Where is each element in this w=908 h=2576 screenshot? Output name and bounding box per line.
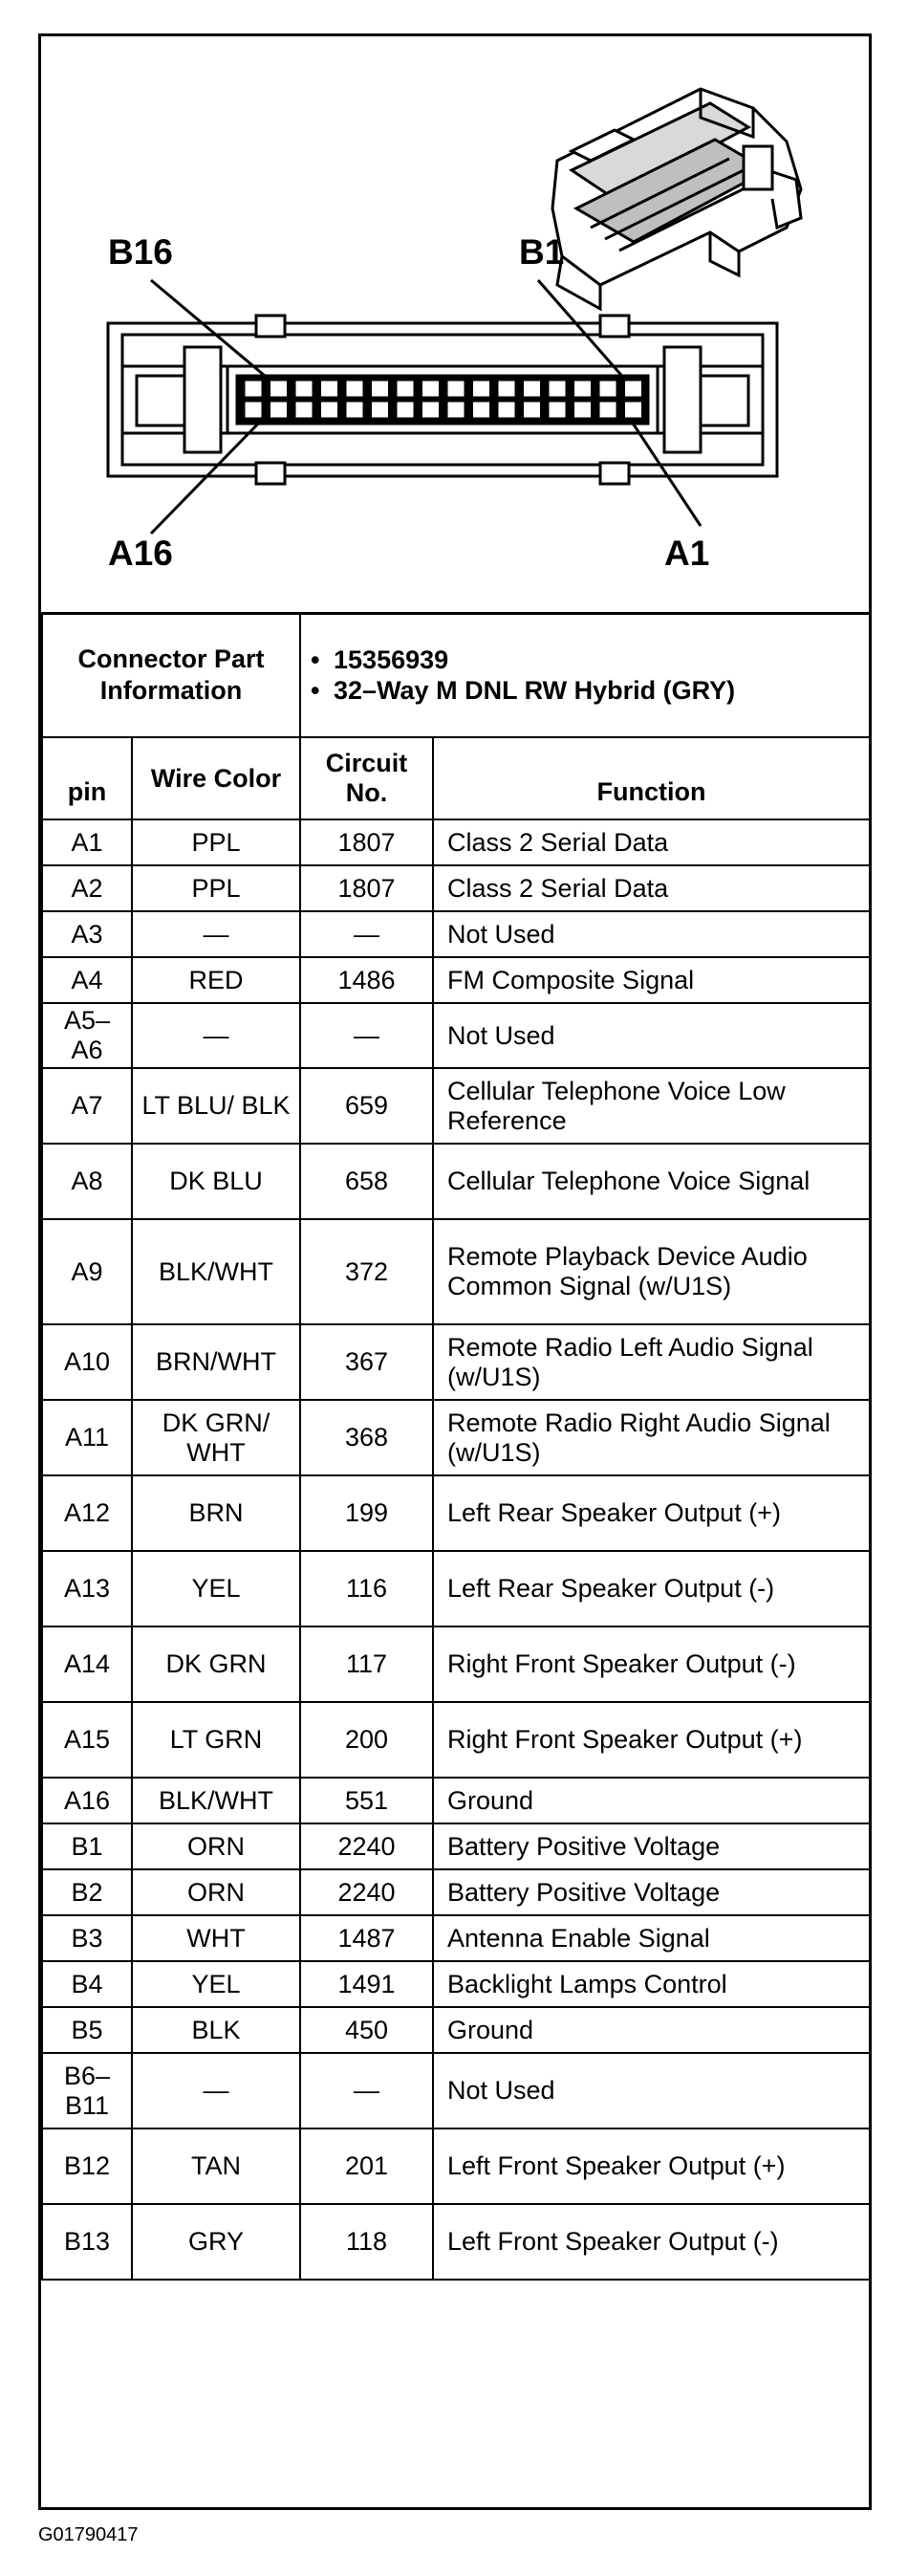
circuit-cell: 2240 bbox=[300, 1823, 433, 1869]
table-row bbox=[42, 911, 870, 957]
pin-cell: A11 bbox=[42, 1400, 132, 1475]
function-cell: Remote Radio Left Audio Signal (w/U1S) bbox=[433, 1324, 870, 1400]
function-cell: Ground bbox=[433, 1778, 870, 1823]
circuit-cell: 1807 bbox=[300, 819, 433, 865]
figure-id: G01790417 bbox=[38, 2524, 139, 2545]
wire-color-cell: GRY bbox=[132, 2204, 300, 2280]
pin-cell: B2 bbox=[42, 1869, 132, 1915]
function-cell: Battery Positive Voltage bbox=[433, 1823, 870, 1869]
terminal-cavity bbox=[397, 402, 414, 418]
pin-cell: A15 bbox=[42, 1702, 132, 1778]
function-cell: Not Used bbox=[433, 2053, 870, 2128]
function-cell: Remote Playback Device Audio Common Signal (w/U1S) bbox=[433, 1219, 870, 1324]
pin-cell: B1 bbox=[42, 1823, 132, 1869]
pin-cell: A13 bbox=[42, 1551, 132, 1626]
wire-color-cell: TAN bbox=[132, 2128, 300, 2204]
part-info-list bbox=[307, 644, 863, 706]
function-cell: Not Used bbox=[433, 911, 870, 957]
part-info-row bbox=[42, 613, 870, 737]
header-circuit-no: Circuit No. bbox=[300, 737, 433, 819]
circuit-cell: 2240 bbox=[300, 1869, 433, 1915]
wire-color-cell: BRN/WHT bbox=[132, 1324, 300, 1400]
wire-color-cell: BRN bbox=[132, 1475, 300, 1551]
pin-cell: A2 bbox=[42, 865, 132, 911]
terminal-cavity bbox=[270, 402, 288, 418]
terminal-cavity bbox=[549, 402, 566, 418]
function-cell: Cellular Telephone Voice Low Reference bbox=[433, 1068, 870, 1144]
header-pin: pin bbox=[42, 737, 132, 819]
terminal-cavity bbox=[321, 402, 338, 418]
wire-color-cell: WHT bbox=[132, 1915, 300, 1961]
pin-label-a16: A16 bbox=[108, 534, 173, 573]
pin-cell: A14 bbox=[42, 1626, 132, 1702]
wire-color-cell: RED bbox=[132, 957, 300, 1003]
terminal-cavity bbox=[549, 381, 566, 397]
terminal-cavity bbox=[295, 402, 313, 418]
function-cell: Ground bbox=[433, 2007, 870, 2053]
terminal-cavity bbox=[574, 402, 592, 418]
table-row bbox=[42, 1003, 870, 1068]
pin-cell: B3 bbox=[42, 1915, 132, 1961]
part-info-list-cell bbox=[300, 613, 870, 737]
circuit-cell: 118 bbox=[300, 2204, 433, 2280]
pin-label-b16: B16 bbox=[108, 232, 173, 272]
terminal-cavity bbox=[422, 402, 440, 418]
header-function: Function bbox=[433, 737, 870, 819]
table-row bbox=[42, 2128, 870, 2204]
circuit-cell: 117 bbox=[300, 1626, 433, 1702]
wire-color-cell: DK GRN bbox=[132, 1626, 300, 1702]
wire-color-cell: YEL bbox=[132, 1551, 300, 1626]
function-cell: Antenna Enable Signal bbox=[433, 1915, 870, 1961]
circuit-cell: — bbox=[300, 911, 433, 957]
connector-drawing bbox=[41, 36, 869, 612]
pin-cell: A16 bbox=[42, 1778, 132, 1823]
terminal-cavity bbox=[599, 381, 616, 397]
pin-cell: A12 bbox=[42, 1475, 132, 1551]
terminal-cavity bbox=[372, 402, 389, 418]
terminal-cavity bbox=[524, 402, 541, 418]
pin-cell: A4 bbox=[42, 957, 132, 1003]
pin-label-b1: B1 bbox=[519, 232, 565, 272]
table-row bbox=[42, 957, 870, 1003]
function-cell: Left Rear Speaker Output (+) bbox=[433, 1475, 870, 1551]
table-row bbox=[42, 1915, 870, 1961]
circuit-cell: 1487 bbox=[300, 1915, 433, 1961]
pin-cell: A7 bbox=[42, 1068, 132, 1144]
part-number: • 15356939 bbox=[307, 644, 863, 675]
terminal-cavity bbox=[321, 381, 338, 397]
circuit-cell: 1491 bbox=[300, 1961, 433, 2007]
terminal-cavity bbox=[625, 381, 642, 397]
terminal-cavity bbox=[473, 402, 490, 418]
terminal-cavity bbox=[498, 381, 515, 397]
wire-color-cell: DK BLU bbox=[132, 1144, 300, 1219]
table-row bbox=[42, 1869, 870, 1915]
pin-cell: B12 bbox=[42, 2128, 132, 2204]
pin-cell: A10 bbox=[42, 1324, 132, 1400]
pin-cell: A9 bbox=[42, 1219, 132, 1324]
terminal-cavity bbox=[346, 381, 363, 397]
function-cell: Not Used bbox=[433, 1003, 870, 1068]
wire-color-cell: BLK/WHT bbox=[132, 1219, 300, 1324]
connector-illustration-panel bbox=[41, 36, 869, 615]
wire-color-cell: DK GRN/ WHT bbox=[132, 1400, 300, 1475]
terminal-cavity bbox=[422, 381, 440, 397]
pin-cell: B6– B11 bbox=[42, 2053, 132, 2128]
wire-color-cell: PPL bbox=[132, 865, 300, 911]
column-header-row bbox=[42, 737, 870, 819]
table-row bbox=[42, 1324, 870, 1400]
circuit-cell: 199 bbox=[300, 1475, 433, 1551]
circuit-cell: 372 bbox=[300, 1219, 433, 1324]
circuit-cell: — bbox=[300, 2053, 433, 2128]
table-row bbox=[42, 1219, 870, 1324]
pin-cell: B5 bbox=[42, 2007, 132, 2053]
function-cell: Class 2 Serial Data bbox=[433, 819, 870, 865]
wire-color-cell: LT BLU/ BLK bbox=[132, 1068, 300, 1144]
circuit-cell: 201 bbox=[300, 2128, 433, 2204]
wire-color-cell: BLK bbox=[132, 2007, 300, 2053]
wire-color-cell: — bbox=[132, 2053, 300, 2128]
terminal-cavity bbox=[270, 381, 288, 397]
header-wire-color: Wire Color bbox=[132, 737, 300, 819]
circuit-cell: 551 bbox=[300, 1778, 433, 1823]
function-cell: Left Front Speaker Output (-) bbox=[433, 2204, 870, 2280]
wire-color-cell: PPL bbox=[132, 819, 300, 865]
terminal-cavity bbox=[372, 381, 389, 397]
table-row bbox=[42, 1475, 870, 1551]
circuit-cell: 116 bbox=[300, 1551, 433, 1626]
connector-face bbox=[108, 316, 777, 484]
function-cell: FM Composite Signal bbox=[433, 957, 870, 1003]
terminal-cavity bbox=[447, 402, 465, 418]
terminal-cavity bbox=[245, 402, 262, 418]
connector-sheet bbox=[38, 33, 872, 2510]
wire-color-cell: YEL bbox=[132, 1961, 300, 2007]
table-row bbox=[42, 1823, 870, 1869]
terminal-cavity bbox=[473, 381, 490, 397]
function-cell: Left Front Speaker Output (+) bbox=[433, 2128, 870, 2204]
terminal-cavity bbox=[447, 381, 465, 397]
pin-cell: A8 bbox=[42, 1144, 132, 1219]
function-cell: Cellular Telephone Voice Signal bbox=[433, 1144, 870, 1219]
function-cell: Class 2 Serial Data bbox=[433, 865, 870, 911]
wire-color-cell: BLK/WHT bbox=[132, 1778, 300, 1823]
table-row bbox=[42, 1068, 870, 1144]
pinout-table bbox=[41, 612, 871, 2281]
pin-cell: B4 bbox=[42, 1961, 132, 2007]
table-row bbox=[42, 2053, 870, 2128]
function-cell: Left Rear Speaker Output (-) bbox=[433, 1551, 870, 1626]
table-row bbox=[42, 819, 870, 865]
table-row bbox=[42, 1400, 870, 1475]
terminal-cavity bbox=[397, 381, 414, 397]
circuit-cell: 367 bbox=[300, 1324, 433, 1400]
wire-color-cell: LT GRN bbox=[132, 1702, 300, 1778]
circuit-cell: — bbox=[300, 1003, 433, 1068]
function-cell: Battery Positive Voltage bbox=[433, 1869, 870, 1915]
wire-color-cell: ORN bbox=[132, 1869, 300, 1915]
table-row bbox=[42, 1961, 870, 2007]
table-row bbox=[42, 1144, 870, 1219]
terminal-cavity bbox=[599, 402, 616, 418]
table-row bbox=[42, 2204, 870, 2280]
terminal-cavity bbox=[245, 381, 262, 397]
connector-isometric-icon bbox=[552, 89, 801, 309]
circuit-cell: 659 bbox=[300, 1068, 433, 1144]
table-row bbox=[42, 1778, 870, 1823]
table-row bbox=[42, 1551, 870, 1626]
circuit-cell: 658 bbox=[300, 1144, 433, 1219]
table-row bbox=[42, 865, 870, 911]
circuit-cell: 450 bbox=[300, 2007, 433, 2053]
part-info-heading: Connector Part Information bbox=[42, 613, 300, 737]
circuit-cell: 1807 bbox=[300, 865, 433, 911]
pin-cell: A1 bbox=[42, 819, 132, 865]
function-cell: Backlight Lamps Control bbox=[433, 1961, 870, 2007]
terminal-cavity bbox=[346, 402, 363, 418]
function-cell: Right Front Speaker Output (-) bbox=[433, 1626, 870, 1702]
wire-color-cell: — bbox=[132, 911, 300, 957]
pin-label-a1: A1 bbox=[664, 534, 710, 573]
circuit-cell: 1486 bbox=[300, 957, 433, 1003]
wire-color-cell: — bbox=[132, 1003, 300, 1068]
pin-cell: A3 bbox=[42, 911, 132, 957]
pin-cell: B13 bbox=[42, 2204, 132, 2280]
table-row bbox=[42, 1626, 870, 1702]
terminal-cavity bbox=[295, 381, 313, 397]
table-row bbox=[42, 1702, 870, 1778]
table-row bbox=[42, 2007, 870, 2053]
terminal-cavity bbox=[574, 381, 592, 397]
circuit-cell: 200 bbox=[300, 1702, 433, 1778]
terminal-cavity bbox=[498, 402, 515, 418]
function-cell: Remote Radio Right Audio Signal (w/U1S) bbox=[433, 1400, 870, 1475]
terminal-cavity bbox=[524, 381, 541, 397]
wire-color-cell: ORN bbox=[132, 1823, 300, 1869]
connector-description: • 32–Way M DNL RW Hybrid (GRY) bbox=[307, 675, 863, 706]
pin-cell: A5–A6 bbox=[42, 1003, 132, 1068]
circuit-cell: 368 bbox=[300, 1400, 433, 1475]
terminal-cavity bbox=[625, 402, 642, 418]
function-cell: Right Front Speaker Output (+) bbox=[433, 1702, 870, 1778]
